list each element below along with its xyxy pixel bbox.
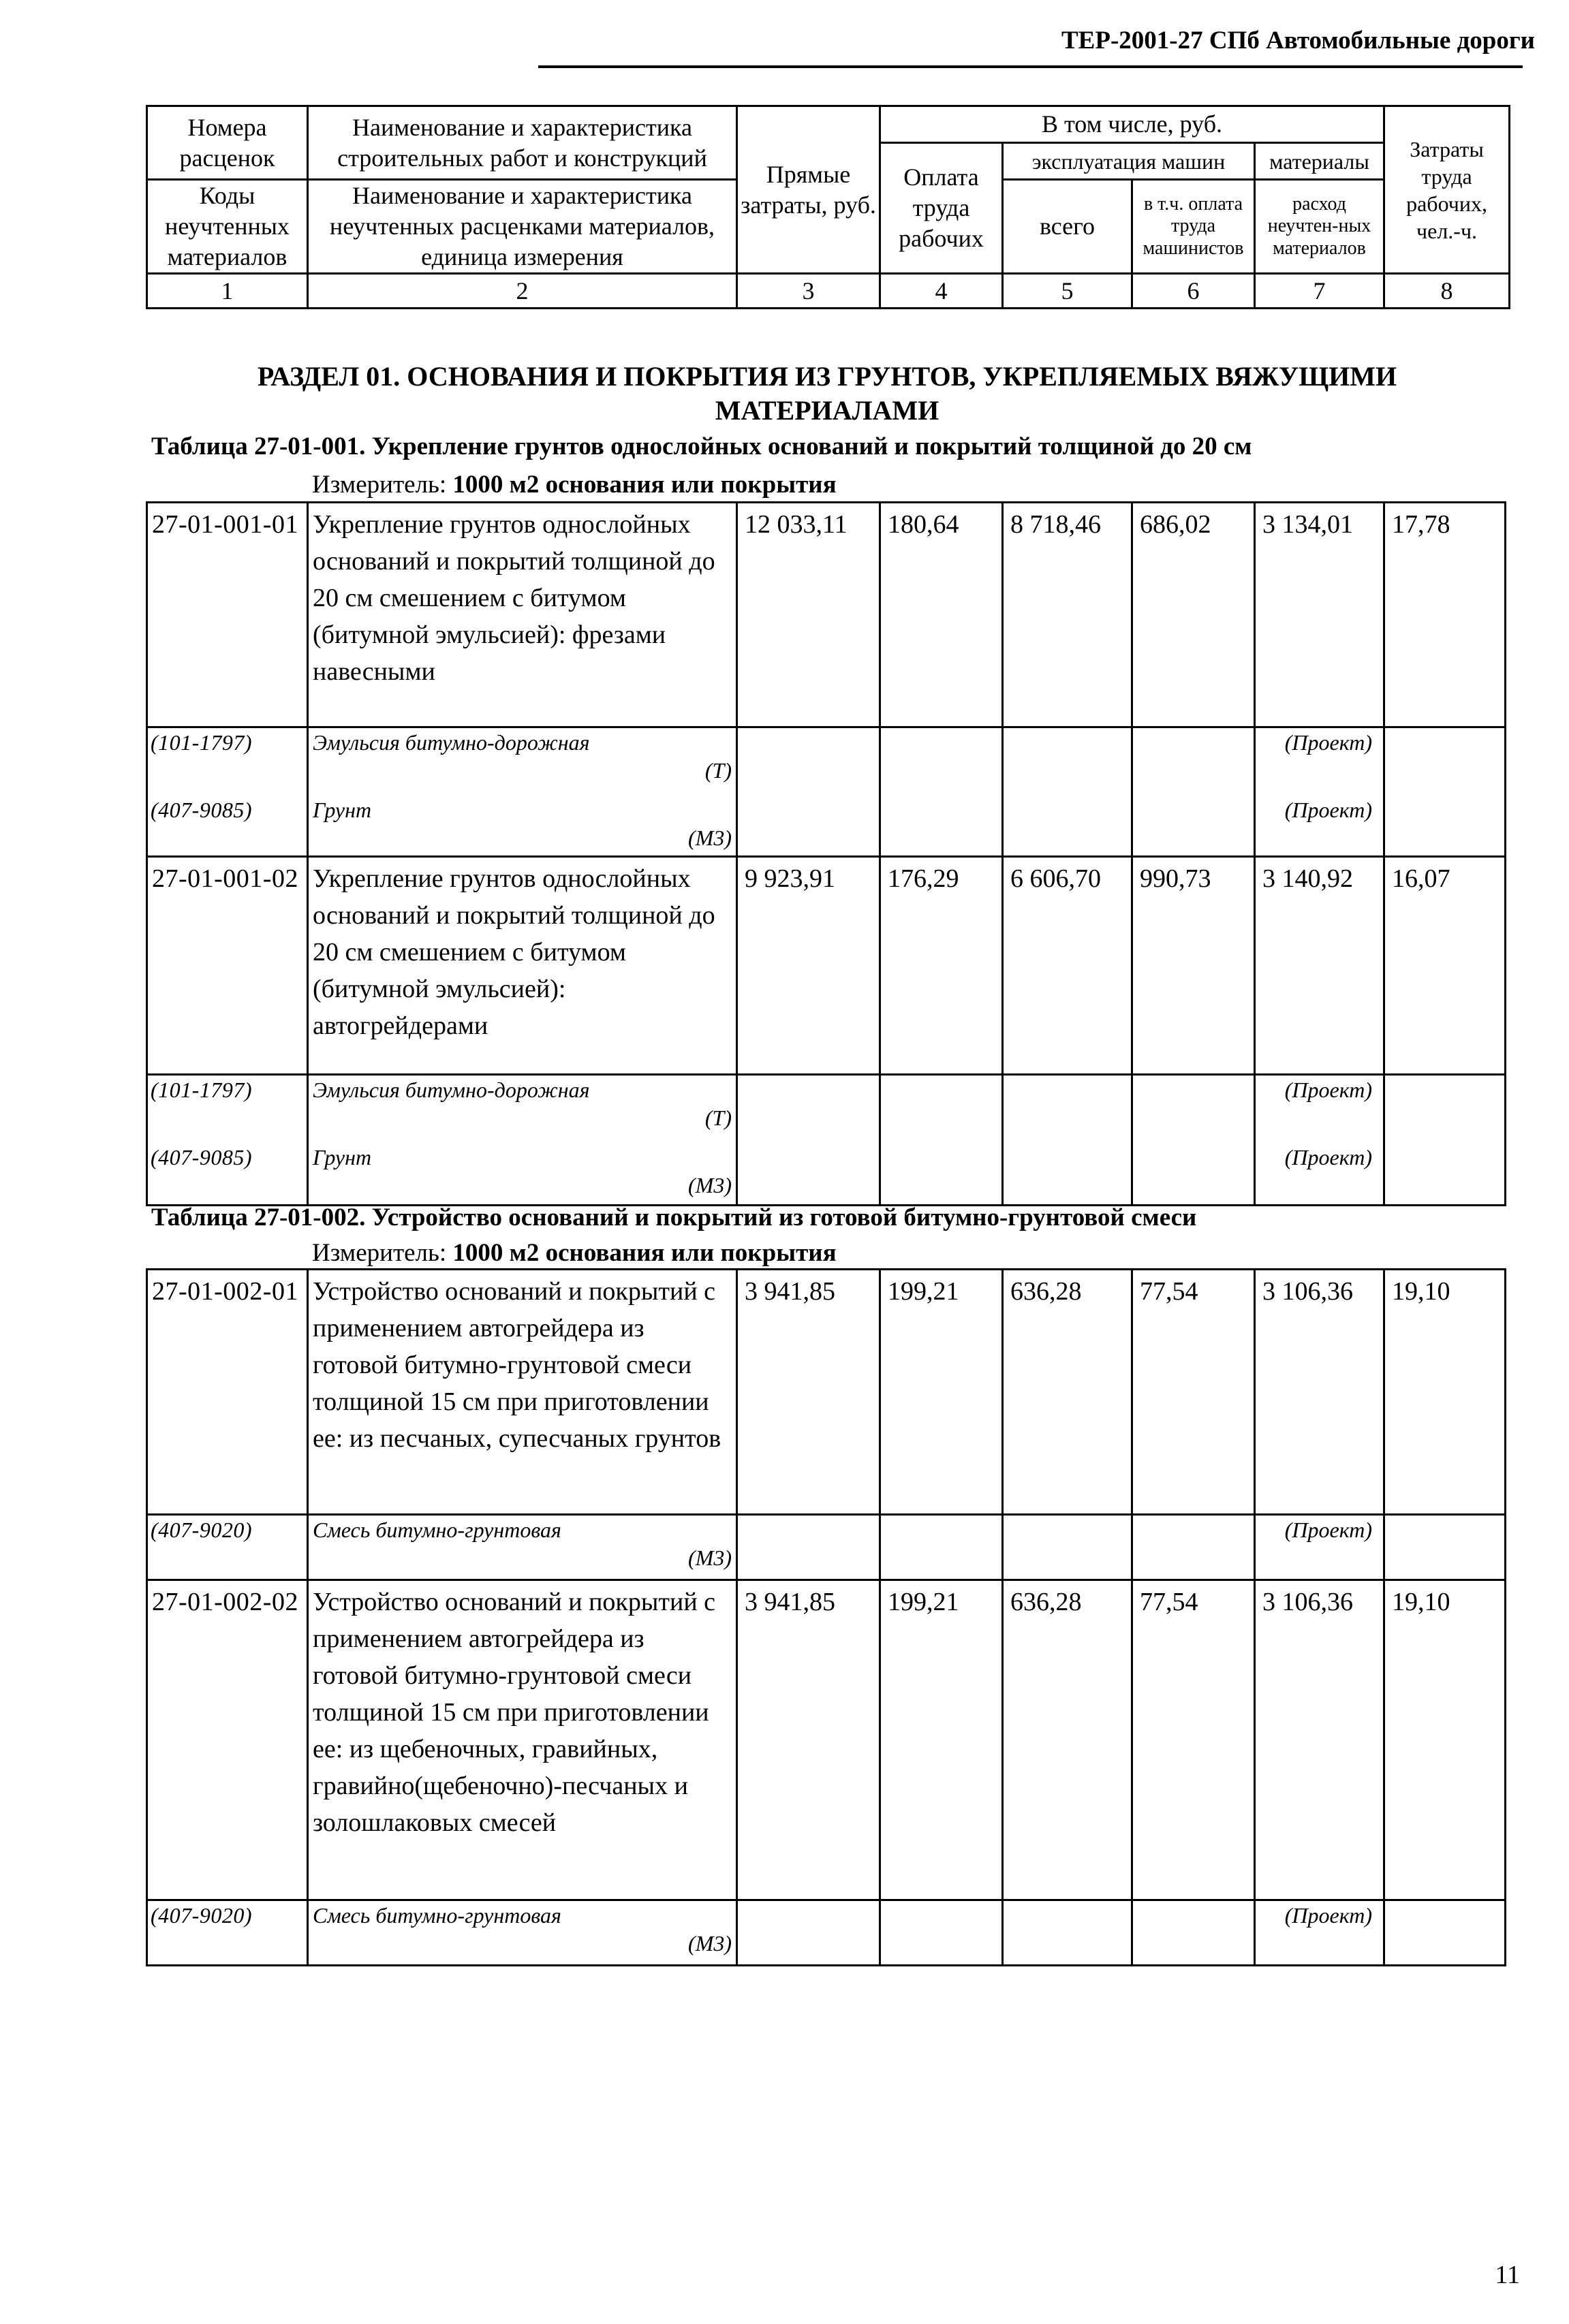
measure-value: 1000 м2 основания или покрытия xyxy=(452,1239,837,1267)
machines-total: 636,28 xyxy=(1003,1270,1132,1515)
material-unit: (М3) xyxy=(688,1172,732,1197)
measure-1 xyxy=(312,471,837,499)
rate-code: 27-01-002-02 xyxy=(147,1580,308,1900)
materials-cost: 3 106,36 xyxy=(1255,1580,1384,1900)
machines-total: 6 606,70 xyxy=(1003,857,1132,1075)
header-materials: материалы xyxy=(1255,143,1384,180)
rate-code: 27-01-002-01 xyxy=(147,1270,308,1515)
labor-pay: 199,21 xyxy=(880,1270,1003,1515)
material-name xyxy=(308,1515,737,1580)
material-rate: (Проект) xyxy=(1255,1900,1384,1966)
header-material-usage: расход неучтен-ных материалов xyxy=(1255,180,1384,274)
header-direct-costs: Прямые затраты, руб. xyxy=(737,106,880,274)
material-code: (101-1797) xyxy=(147,727,308,796)
material-name xyxy=(308,1900,737,1966)
header-group: В том числе, руб. xyxy=(880,106,1384,143)
material-unit: (М3) xyxy=(688,825,732,850)
rate-description: Укрепление грунтов однослойных оснований и покрытий толщиной до 20 см смешением с битумом (битумной эмульсией): автогрейдерами xyxy=(308,857,737,1075)
material-name xyxy=(308,1075,737,1143)
material-row xyxy=(147,1075,1506,1143)
header-machines-total: всего xyxy=(1003,180,1132,274)
header-name-bottom: Наименование и характеристика неучтенных расценками материалов, единица измерения xyxy=(308,180,737,274)
material-row xyxy=(147,796,1506,857)
material-code: (407-9020) xyxy=(147,1515,308,1580)
rate-row xyxy=(147,1580,1506,1900)
page-number: 11 xyxy=(1495,2261,1520,2289)
header-codes-bottom: Коды неучтенных материалов xyxy=(147,180,308,274)
table-title-2: Таблица 27-01-002. Устройство оснований и покрытий из готовой битумно-грунтовой смеси xyxy=(151,1204,1197,1231)
measure-value: 1000 м2 основания или покрытия xyxy=(452,471,837,499)
machinists-pay: 77,54 xyxy=(1132,1270,1255,1515)
material-rate: (Проект) xyxy=(1255,727,1384,796)
header-num-2: 2 xyxy=(308,274,737,309)
rate-description: Устройство оснований и покрытий с применением автогрейдера из готовой битумно-грунтовой смеси толщиной 15 см при приготовлении ее: из щебеночных, гравийных, гравийно(щебеночно)-песчаных и золошлаковых смесей xyxy=(308,1580,737,1900)
header-num-1: 1 xyxy=(147,274,308,309)
material-code: (407-9085) xyxy=(147,1143,308,1206)
direct-costs: 3 941,85 xyxy=(737,1580,880,1900)
header-name-top: Наименование и характеристика строительных работ и конструкций xyxy=(308,106,737,180)
rate-row xyxy=(147,1270,1506,1515)
header-codes-top: Номера расценок xyxy=(147,106,308,180)
rate-description: Укрепление грунтов однослойных оснований и покрытий толщиной до 20 см смешением с битумом (битумной эмульсией): фрезами навесными xyxy=(308,503,737,727)
material-name-text: Эмульсия битумно-дорожная xyxy=(313,730,590,755)
running-head: ТЕР-2001-27 СПб Автомобильные дороги xyxy=(1061,27,1535,54)
rate-description: Устройство оснований и покрытий с применением автогрейдера из готовой битумно-грунтовой смеси толщиной 15 см при приготовлении ее: из песчаных, супесчаных грунтов xyxy=(308,1270,737,1515)
rate-row xyxy=(147,857,1506,1075)
material-name xyxy=(308,727,737,796)
material-unit: (Т) xyxy=(704,758,732,783)
materials-cost: 3 106,36 xyxy=(1255,1270,1384,1515)
material-name-text: Грунт xyxy=(313,1144,372,1169)
material-name-text: Смесь битумно-грунтовая xyxy=(313,1903,561,1928)
material-unit: (М3) xyxy=(688,1931,732,1956)
header-num-8: 8 xyxy=(1384,274,1510,309)
rate-code: 27-01-001-01 xyxy=(147,503,308,727)
material-unit: (Т) xyxy=(704,1105,732,1130)
material-name xyxy=(308,796,737,857)
material-name-text: Эмульсия битумно-дорожная xyxy=(313,1078,590,1102)
machines-total: 636,28 xyxy=(1003,1580,1132,1900)
header-labor-pay: Оплата труда рабочих xyxy=(880,143,1003,274)
material-rate: (Проект) xyxy=(1255,1515,1384,1580)
measure-label: Измеритель: xyxy=(312,471,447,499)
header-num-7: 7 xyxy=(1255,274,1384,309)
direct-costs: 3 941,85 xyxy=(737,1270,880,1515)
header-num-6: 6 xyxy=(1132,274,1255,309)
measure-label: Измеритель: xyxy=(312,1239,447,1267)
machines-total: 8 718,46 xyxy=(1003,503,1132,727)
material-rate: (Проект) xyxy=(1255,1075,1384,1143)
material-name xyxy=(308,1143,737,1206)
material-row xyxy=(147,1515,1506,1580)
labor-hours: 19,10 xyxy=(1384,1270,1506,1515)
labor-hours: 17,78 xyxy=(1384,503,1506,727)
machinists-pay: 686,02 xyxy=(1132,503,1255,727)
machinists-pay: 77,54 xyxy=(1132,1580,1255,1900)
materials-cost: 3 134,01 xyxy=(1255,503,1384,727)
header-num-4: 4 xyxy=(880,274,1003,309)
header-num-5: 5 xyxy=(1003,274,1132,309)
material-rate: (Проект) xyxy=(1255,1143,1384,1206)
header-machinists-pay: в т.ч. оплата труда машинистов xyxy=(1132,180,1255,274)
labor-hours: 19,10 xyxy=(1384,1580,1506,1900)
machinists-pay: 990,73 xyxy=(1132,857,1255,1075)
material-code: (101-1797) xyxy=(147,1075,308,1143)
column-header-table xyxy=(146,105,1510,309)
material-rate: (Проект) xyxy=(1255,796,1384,857)
labor-pay: 199,21 xyxy=(880,1580,1003,1900)
header-machines: эксплуатация машин xyxy=(1003,143,1255,180)
materials-cost: 3 140,92 xyxy=(1255,857,1384,1075)
labor-pay: 176,29 xyxy=(880,857,1003,1075)
section-title: РАЗДЕЛ 01. ОСНОВАНИЯ И ПОКРЫТИЯ ИЗ ГРУНТОВ, УКРЕПЛЯЕМЫХ ВЯЖУЩИМИ МАТЕРИАЛАМИ xyxy=(257,361,1397,426)
labor-hours: 16,07 xyxy=(1384,857,1506,1075)
rate-code: 27-01-001-02 xyxy=(147,857,308,1075)
material-code: (407-9085) xyxy=(147,796,308,857)
material-row xyxy=(147,1900,1506,1966)
direct-costs: 9 923,91 xyxy=(737,857,880,1075)
measure-2 xyxy=(312,1240,837,1267)
material-row xyxy=(147,727,1506,796)
rates-table-2 xyxy=(146,1268,1506,1966)
header-rule xyxy=(538,65,1523,68)
material-name-text: Смесь битумно-грунтовая xyxy=(313,1518,561,1542)
rate-row xyxy=(147,503,1506,727)
direct-costs: 12 033,11 xyxy=(737,503,880,727)
material-row xyxy=(147,1143,1506,1206)
labor-pay: 180,64 xyxy=(880,503,1003,727)
material-unit: (М3) xyxy=(688,1545,732,1570)
header-num-3: 3 xyxy=(737,274,880,309)
material-code: (407-9020) xyxy=(147,1900,308,1966)
header-labor-hours: Затраты труда рабочих, чел.-ч. xyxy=(1384,106,1510,274)
table-title-1: Таблица 27-01-001. Укрепление грунтов однослойных оснований и покрытий толщиной до 20 см xyxy=(151,433,1252,460)
rates-table-1 xyxy=(146,501,1506,1206)
material-name-text: Грунт xyxy=(313,797,372,822)
